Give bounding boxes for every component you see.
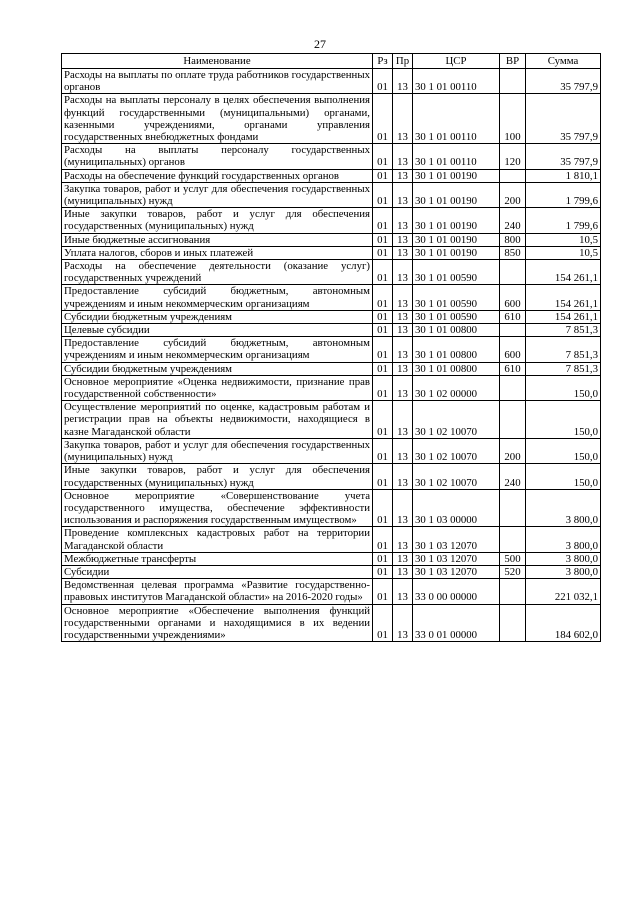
cell-vr: 200 bbox=[500, 182, 526, 207]
cell-name: Расходы на выплаты персоналу в целях обеспечения выполнения функций государственными (муниципальными) органами, казенными учреждениями, органами управления государственных внебюджетных фондами bbox=[62, 94, 373, 144]
cell-vr: 610 bbox=[500, 362, 526, 375]
cell-pr: 13 bbox=[393, 182, 413, 207]
cell-sum: 10,5 bbox=[526, 246, 601, 259]
cell-vr: 600 bbox=[500, 285, 526, 310]
cell-name: Расходы на обеспечение деятельности (оказание услуг) государственных учреждений bbox=[62, 260, 373, 285]
cell-name: Ведомственная целевая программа «Развитие государственно-правовых институтов Магаданской области» на 2016-2020 годы» bbox=[62, 579, 373, 604]
cell-csr: 30 1 01 00800 bbox=[413, 362, 500, 375]
cell-csr: 30 1 03 12070 bbox=[413, 565, 500, 578]
cell-pr: 13 bbox=[393, 579, 413, 604]
cell-rz: 01 bbox=[373, 337, 393, 362]
cell-sum: 1 799,6 bbox=[526, 208, 601, 233]
cell-vr: 100 bbox=[500, 94, 526, 144]
cell-vr bbox=[500, 401, 526, 439]
cell-rz: 01 bbox=[373, 401, 393, 439]
cell-sum: 154 261,1 bbox=[526, 260, 601, 285]
cell-vr bbox=[500, 169, 526, 182]
cell-name: Основное мероприятие «Совершенствование учета государственного имущества, обеспечение эффективности использования и распоряжения государственным имуществом» bbox=[62, 489, 373, 527]
cell-rz: 01 bbox=[373, 464, 393, 489]
cell-vr: 240 bbox=[500, 208, 526, 233]
cell-pr: 13 bbox=[393, 438, 413, 463]
cell-vr bbox=[500, 69, 526, 94]
cell-pr: 13 bbox=[393, 310, 413, 323]
cell-csr: 30 1 01 00800 bbox=[413, 337, 500, 362]
cell-pr: 13 bbox=[393, 489, 413, 527]
cell-sum: 150,0 bbox=[526, 375, 601, 400]
cell-rz: 01 bbox=[373, 144, 393, 169]
cell-rz: 01 bbox=[373, 604, 393, 642]
cell-pr: 13 bbox=[393, 527, 413, 552]
cell-pr: 13 bbox=[393, 464, 413, 489]
cell-sum: 150,0 bbox=[526, 401, 601, 439]
table-row bbox=[62, 604, 601, 642]
cell-pr: 13 bbox=[393, 69, 413, 94]
header-name: Наименование bbox=[62, 54, 373, 69]
cell-pr: 13 bbox=[393, 144, 413, 169]
table-row bbox=[62, 362, 601, 375]
table-row bbox=[62, 208, 601, 233]
cell-name: Расходы на обеспечение функций государственных органов bbox=[62, 169, 373, 182]
table-row bbox=[62, 69, 601, 94]
cell-csr: 30 1 03 00000 bbox=[413, 489, 500, 527]
cell-vr bbox=[500, 489, 526, 527]
cell-csr: 30 1 01 00190 bbox=[413, 208, 500, 233]
cell-sum: 35 797,9 bbox=[526, 69, 601, 94]
header-rz: Рз bbox=[373, 54, 393, 69]
cell-csr: 30 1 01 00800 bbox=[413, 324, 500, 337]
table-row bbox=[62, 438, 601, 463]
cell-name: Субсидии бюджетным учреждениям bbox=[62, 310, 373, 323]
cell-name: Основное мероприятие «Оценка недвижимости, признание прав государственной собственности» bbox=[62, 375, 373, 400]
cell-name: Расходы на выплаты по оплате труда работников государственных органов bbox=[62, 69, 373, 94]
cell-pr: 13 bbox=[393, 375, 413, 400]
cell-vr bbox=[500, 604, 526, 642]
header-sum: Сумма bbox=[526, 54, 601, 69]
header-pr: Пр bbox=[393, 54, 413, 69]
cell-csr: 30 1 01 00590 bbox=[413, 310, 500, 323]
cell-name: Предоставление субсидий бюджетным, автономным учреждениям и иным некоммерческим организациям bbox=[62, 285, 373, 310]
table-row bbox=[62, 401, 601, 439]
cell-name: Основное мероприятие «Обеспечение выполнения функций государственными органами и находящимися в их ведении государственными учреждениями» bbox=[62, 604, 373, 642]
cell-pr: 13 bbox=[393, 324, 413, 337]
cell-name: Целевые субсидии bbox=[62, 324, 373, 337]
cell-sum: 150,0 bbox=[526, 464, 601, 489]
cell-pr: 13 bbox=[393, 94, 413, 144]
cell-pr: 13 bbox=[393, 337, 413, 362]
cell-vr: 600 bbox=[500, 337, 526, 362]
cell-name: Расходы на выплаты персоналу государственных (муниципальных) органов bbox=[62, 144, 373, 169]
cell-csr: 30 1 03 12070 bbox=[413, 527, 500, 552]
table-row bbox=[62, 260, 601, 285]
cell-name: Субсидии бюджетным учреждениям bbox=[62, 362, 373, 375]
cell-sum: 35 797,9 bbox=[526, 94, 601, 144]
cell-vr: 520 bbox=[500, 565, 526, 578]
cell-pr: 13 bbox=[393, 362, 413, 375]
cell-rz: 01 bbox=[373, 489, 393, 527]
table-row bbox=[62, 527, 601, 552]
cell-rz: 01 bbox=[373, 94, 393, 144]
cell-sum: 7 851,3 bbox=[526, 324, 601, 337]
cell-rz: 01 bbox=[373, 324, 393, 337]
cell-vr bbox=[500, 579, 526, 604]
table-body bbox=[62, 69, 601, 642]
table-row bbox=[62, 182, 601, 207]
cell-name: Субсидии bbox=[62, 565, 373, 578]
cell-name: Закупка товаров, работ и услуг для обеспечения государственных (муниципальных) нужд bbox=[62, 438, 373, 463]
cell-rz: 01 bbox=[373, 362, 393, 375]
table-header bbox=[62, 54, 601, 69]
header-row bbox=[62, 54, 601, 69]
table-row bbox=[62, 246, 601, 259]
cell-name: Иные закупки товаров, работ и услуг для обеспечения государственных (муниципальных) нужд bbox=[62, 464, 373, 489]
cell-sum: 35 797,9 bbox=[526, 144, 601, 169]
cell-name: Иные закупки товаров, работ и услуг для обеспечения государственных (муниципальных) нужд bbox=[62, 208, 373, 233]
cell-rz: 01 bbox=[373, 246, 393, 259]
cell-vr: 610 bbox=[500, 310, 526, 323]
cell-csr: 30 1 03 12070 bbox=[413, 552, 500, 565]
cell-pr: 13 bbox=[393, 604, 413, 642]
cell-pr: 13 bbox=[393, 169, 413, 182]
header-csr: ЦСР bbox=[413, 54, 500, 69]
table-row bbox=[62, 285, 601, 310]
cell-sum: 7 851,3 bbox=[526, 337, 601, 362]
table-row bbox=[62, 489, 601, 527]
cell-sum: 184 602,0 bbox=[526, 604, 601, 642]
cell-sum: 3 800,0 bbox=[526, 552, 601, 565]
cell-name: Уплата налогов, сборов и иных платежей bbox=[62, 246, 373, 259]
cell-rz: 01 bbox=[373, 69, 393, 94]
cell-vr: 850 bbox=[500, 246, 526, 259]
table-row bbox=[62, 337, 601, 362]
cell-rz: 01 bbox=[373, 552, 393, 565]
cell-csr: 30 1 01 00190 bbox=[413, 233, 500, 246]
cell-sum: 1 810,1 bbox=[526, 169, 601, 182]
cell-vr: 200 bbox=[500, 438, 526, 463]
cell-csr: 30 1 01 00110 bbox=[413, 69, 500, 94]
table-row bbox=[62, 169, 601, 182]
table-row bbox=[62, 310, 601, 323]
cell-name: Межбюджетные трансферты bbox=[62, 552, 373, 565]
cell-sum: 7 851,3 bbox=[526, 362, 601, 375]
table-row bbox=[62, 565, 601, 578]
cell-csr: 30 1 01 00590 bbox=[413, 285, 500, 310]
cell-rz: 01 bbox=[373, 579, 393, 604]
cell-pr: 13 bbox=[393, 246, 413, 259]
cell-csr: 30 1 02 00000 bbox=[413, 375, 500, 400]
cell-vr bbox=[500, 527, 526, 552]
table-row bbox=[62, 464, 601, 489]
cell-pr: 13 bbox=[393, 260, 413, 285]
cell-rz: 01 bbox=[373, 182, 393, 207]
table-row bbox=[62, 375, 601, 400]
cell-vr: 800 bbox=[500, 233, 526, 246]
cell-sum: 154 261,1 bbox=[526, 310, 601, 323]
cell-sum: 3 800,0 bbox=[526, 489, 601, 527]
cell-rz: 01 bbox=[373, 310, 393, 323]
cell-csr: 30 1 02 10070 bbox=[413, 464, 500, 489]
cell-sum: 3 800,0 bbox=[526, 565, 601, 578]
cell-name: Предоставление субсидий бюджетным, автономным учреждениям и иным некоммерческим организациям bbox=[62, 337, 373, 362]
table-row bbox=[62, 579, 601, 604]
cell-csr: 30 1 01 00190 bbox=[413, 246, 500, 259]
table-row bbox=[62, 324, 601, 337]
page-number: 27 bbox=[314, 37, 326, 51]
cell-name: Осуществление мероприятий по оценке, кадастровым работам и регистрации прав на объекты недвижимости, находящиеся в казне Магаданской области bbox=[62, 401, 373, 439]
cell-sum: 221 032,1 bbox=[526, 579, 601, 604]
table-row bbox=[62, 233, 601, 246]
cell-rz: 01 bbox=[373, 375, 393, 400]
cell-name: Закупка товаров, работ и услуг для обеспечения государственных (муниципальных) нужд bbox=[62, 182, 373, 207]
cell-rz: 01 bbox=[373, 527, 393, 552]
cell-pr: 13 bbox=[393, 565, 413, 578]
cell-rz: 01 bbox=[373, 285, 393, 310]
cell-csr: 30 1 01 00110 bbox=[413, 144, 500, 169]
cell-csr: 30 1 01 00110 bbox=[413, 94, 500, 144]
cell-csr: 30 1 01 00590 bbox=[413, 260, 500, 285]
cell-rz: 01 bbox=[373, 233, 393, 246]
cell-sum: 154 261,1 bbox=[526, 285, 601, 310]
table-row bbox=[62, 552, 601, 565]
cell-pr: 13 bbox=[393, 401, 413, 439]
cell-rz: 01 bbox=[373, 169, 393, 182]
cell-pr: 13 bbox=[393, 233, 413, 246]
cell-vr bbox=[500, 324, 526, 337]
budget-table bbox=[61, 53, 601, 642]
cell-rz: 01 bbox=[373, 260, 393, 285]
cell-vr: 240 bbox=[500, 464, 526, 489]
cell-rz: 01 bbox=[373, 208, 393, 233]
cell-pr: 13 bbox=[393, 552, 413, 565]
cell-csr: 33 0 01 00000 bbox=[413, 604, 500, 642]
table-row bbox=[62, 94, 601, 144]
cell-rz: 01 bbox=[373, 565, 393, 578]
cell-csr: 30 1 02 10070 bbox=[413, 401, 500, 439]
cell-pr: 13 bbox=[393, 285, 413, 310]
cell-csr: 30 1 01 00190 bbox=[413, 182, 500, 207]
cell-name: Проведение комплексных кадастровых работ на территории Магаданской области bbox=[62, 527, 373, 552]
cell-vr bbox=[500, 375, 526, 400]
cell-csr: 30 1 01 00190 bbox=[413, 169, 500, 182]
cell-pr: 13 bbox=[393, 208, 413, 233]
cell-vr: 500 bbox=[500, 552, 526, 565]
header-vr: ВР bbox=[500, 54, 526, 69]
cell-sum: 1 799,6 bbox=[526, 182, 601, 207]
table-row bbox=[62, 144, 601, 169]
cell-sum: 3 800,0 bbox=[526, 527, 601, 552]
cell-vr: 120 bbox=[500, 144, 526, 169]
cell-csr: 33 0 00 00000 bbox=[413, 579, 500, 604]
cell-sum: 10,5 bbox=[526, 233, 601, 246]
cell-name: Иные бюджетные ассигнования bbox=[62, 233, 373, 246]
cell-sum: 150,0 bbox=[526, 438, 601, 463]
cell-csr: 30 1 02 10070 bbox=[413, 438, 500, 463]
cell-vr bbox=[500, 260, 526, 285]
cell-rz: 01 bbox=[373, 438, 393, 463]
